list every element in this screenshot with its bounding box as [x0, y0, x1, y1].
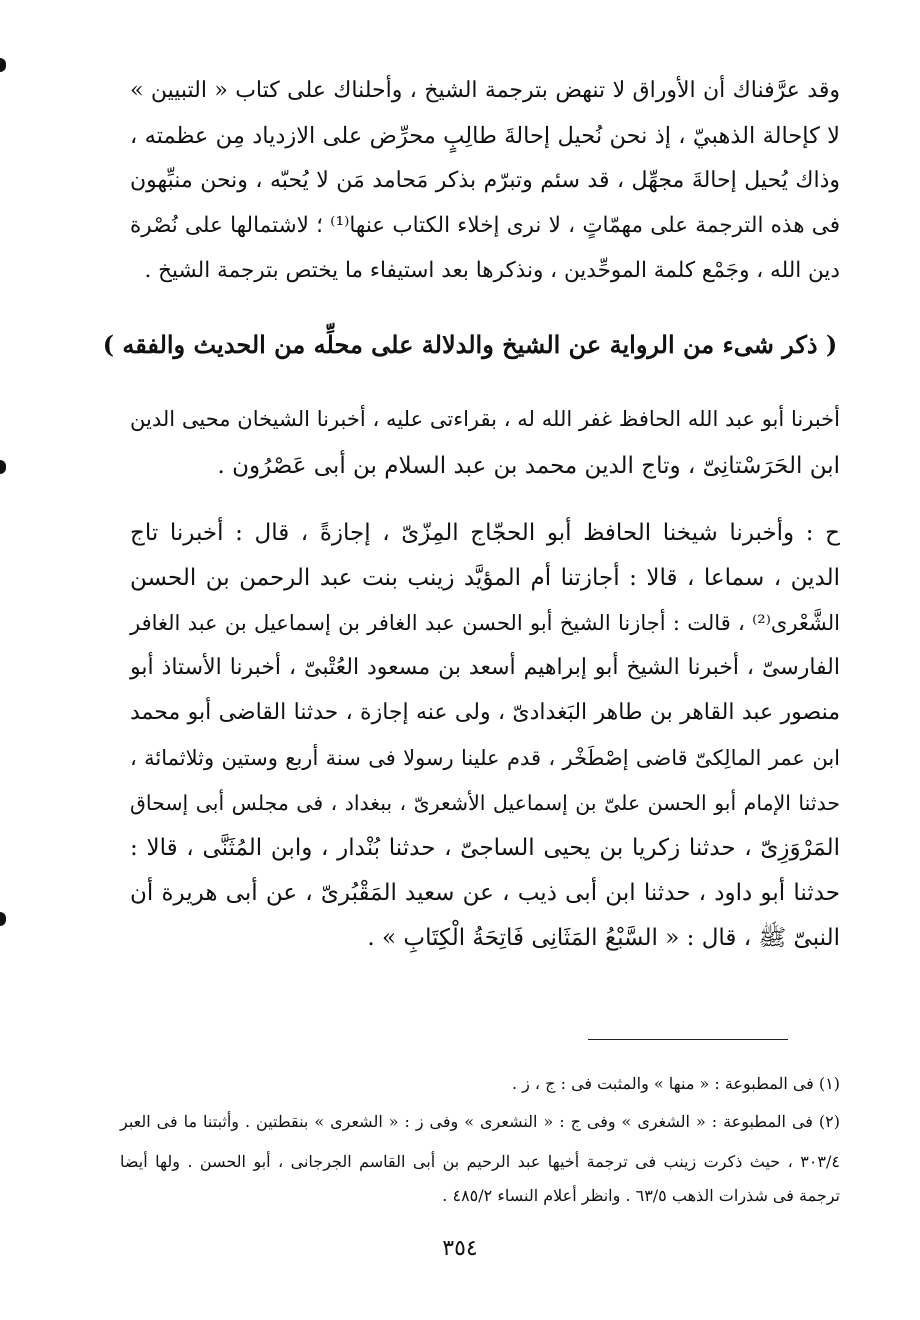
text-line: وذاك يُحيل إحالةَ مجهِّل ، قد سئم وتبرّم بذكر مَحامد مَن لا يُحبّه ، ونحن منبِّهون: [130, 168, 840, 193]
text-line: ابن عمر المالِكىّ قاضى إصْطَخْر ، قدم علينا رسولا فى سنة أربع وستين وثلاثمائة ،: [130, 746, 840, 770]
text-line: حدثنا أبو داود ، حدثنا ابن أبى ذيب ، عن سعيد المَقْبُرىّ ، عن أبى هريرة أن: [130, 880, 840, 906]
text-line: الشَّعْرى⁽²⁾ ، قالت : أجازنا الشيخ أبو الحسن عبد الغافر بن إسماعيل بن عبد الغافر: [130, 611, 840, 635]
text-line: الدين ، سماعا ، قالا : أجازتنا أم المؤيَّد زينب بنت عبد الرحمن بن الحسن: [130, 565, 840, 591]
text-line: المَرْوَزِىّ ، حدثنا زكريا بن يحيى الساجىّ ، حدثنا بُنْدار ، وابن المُثَنَّى ، قالا :: [130, 835, 840, 861]
text-line: ابن الحَرَسْتانِىّ ، وتاج الدين محمد بن عبد السلام بن أبى عَصْرُون .: [217, 453, 840, 479]
text-line: فى هذه الترجمة على مهمّاتٍ ، لا نرى إخلاء الكتاب عنها⁽¹⁾ ؛ لاشتمالها على نُصْرة: [130, 213, 840, 238]
footnote-line: (٢) فى المطبوعة : « الشغرى » وفى ج : « النشعرى » وفى ز : « الشعرى » بنقطتين . وأثبتنا ما فى العبر: [120, 1112, 840, 1131]
page-edge-mark: [0, 58, 6, 72]
section-heading: ( ذكر شىء من الرواية عن الشيخ والدلالة على محلِّه من الحديث والفقه ): [102, 330, 838, 359]
text-line: النبىّ ﷺ ، قال : « السَّبْعُ المَثَانِى فَاتِحَةُ الْكِتَابِ » .: [367, 925, 840, 951]
footnote-separator: [588, 1039, 788, 1040]
text-line: حدثنا الإمام أبو الحسن علىّ بن إسماعيل الأشعرىّ ، ببغداد ، فى مجلس أبى إسحاق: [130, 791, 840, 815]
footnote-line: (١) فى المطبوعة : « منها » والمثبت فى : ج ، ز .: [511, 1074, 840, 1093]
footnote-line: ٣٠٣/٤ ، حيث ذكرت زينب فى ترجمة أخيها عبد الرحيم بن أبى القاسم الجرجانى ، أبو الحسن . ولها أيضا: [120, 1152, 840, 1171]
text-line: دين الله ، وجَمْع كلمة الموحِّدين ، ونذكرها بعد استيفاء ما يختص بترجمة الشيخ .: [144, 258, 840, 283]
text-line: منصور عبد القاهر بن طاهر البَغدادىّ ، ولى عنه إجازة ، حدثنا القاضى أبو محمد: [130, 700, 840, 725]
text-line: الفارسىّ ، أخبرنا الشيخ أبو إبراهيم أسعد بن مسعود العُتْبىّ ، أخبرنا الأستاذ أبو: [130, 655, 840, 680]
page-edge-mark: [0, 912, 6, 926]
page-edge-mark: [0, 460, 6, 474]
text-line: وقد عرَّفناك أن الأوراق لا تنهض بترجمة الشيخ ، وأحلناك على كتاب « التبيين »: [130, 78, 840, 103]
footnote-line: ترجمة فى شذرات الذهب ٦٣/٥ . وانظر أعلام النساء ٤٨٥/٢ .: [442, 1186, 840, 1205]
text-line: أخبرنا أبو عبد الله الحافظ غفر الله له ، بقراءتى عليه ، أخبرنا الشيخان محيى الدين: [130, 407, 840, 431]
text-line: لا كإحالة الذهبيّ ، إذ نحن نُحيل إحالةَ طالِبٍ محرِّض على الازدياد مِن عظمته ،: [130, 123, 840, 149]
text-line: ح : وأخبرنا شيخنا الحافظ أبو الحجّاج المِزّىّ ، إجازةً ، قال : أخبرنا تاج: [130, 520, 840, 546]
page-number: ٣٥٤: [442, 1236, 478, 1261]
